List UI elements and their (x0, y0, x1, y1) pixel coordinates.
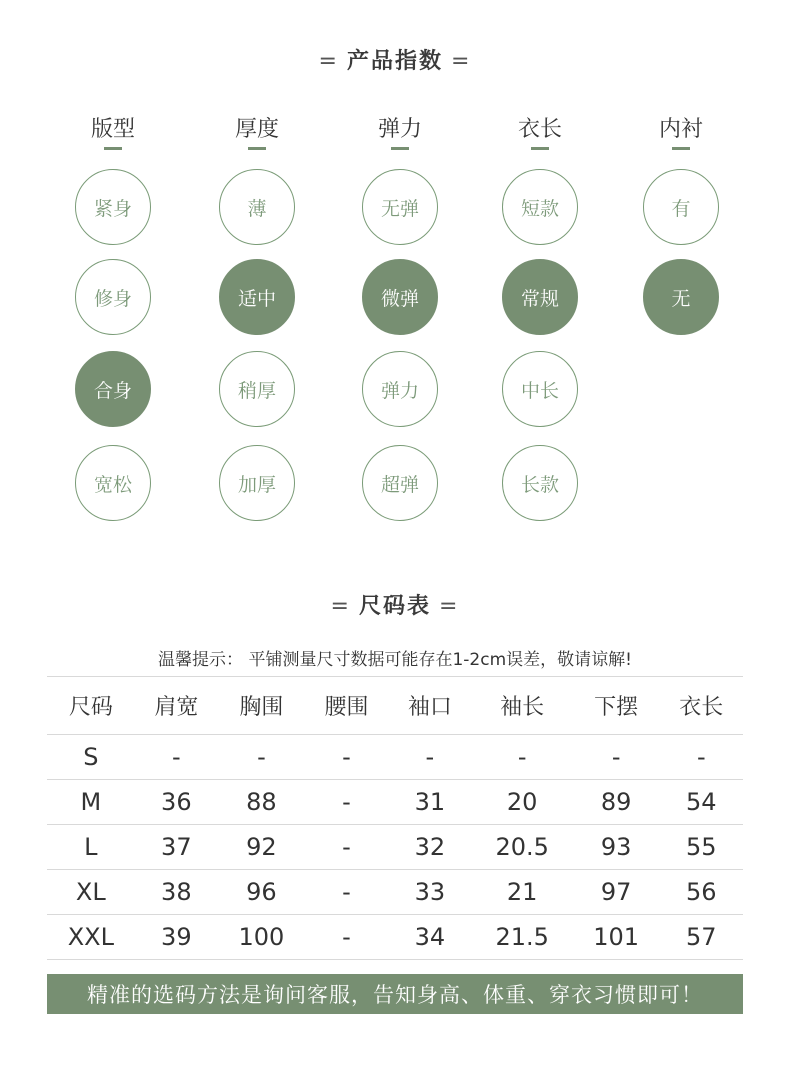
product-index-title (0, 44, 790, 75)
size-value-cell: - (305, 825, 388, 870)
size-value-cell: 93 (573, 825, 660, 870)
size-table-body (47, 735, 743, 960)
size-table-header-cell: 袖口 (388, 677, 471, 735)
size-value-cell: 96 (218, 870, 305, 915)
size-table-header-cell: 肩宽 (135, 677, 218, 735)
index-option: 弹力 (362, 351, 438, 427)
title-eq-right: = (451, 49, 472, 74)
size-value-cell: 20.5 (472, 825, 573, 870)
size-value-cell: 55 (660, 825, 743, 870)
index-column-header: 弹力 (377, 117, 422, 142)
index-column-underline (391, 147, 409, 150)
index-option: 稍厚 (219, 351, 295, 427)
size-label-cell: M (47, 780, 135, 825)
index-option: 长款 (502, 445, 578, 521)
size-chart-title (0, 589, 790, 620)
size-value-cell: 37 (135, 825, 218, 870)
index-column-underline (531, 147, 549, 150)
index-option-selected: 微弹 (362, 259, 438, 335)
size-value-cell: - (472, 735, 573, 780)
size-value-cell: - (135, 735, 218, 780)
size-value-cell: 20 (472, 780, 573, 825)
table-row (47, 735, 743, 780)
size-value-cell: 31 (388, 780, 471, 825)
index-option-selected: 无 (643, 259, 719, 335)
size-value-cell: 88 (218, 780, 305, 825)
size-value-cell: - (305, 915, 388, 960)
size-value-cell: - (573, 735, 660, 780)
size-value-cell: 36 (135, 780, 218, 825)
index-option: 无弹 (362, 169, 438, 245)
index-column-header: 内衬 (658, 117, 703, 142)
footer-text: 精准的选码方法是询问客服，告知身高、体重、穿衣习惯即可！ (87, 983, 703, 1007)
measurement-notice: 温馨提示： 平铺测量尺寸数据可能存在1-2cm误差，敬请谅解! (158, 650, 632, 670)
index-option-selected: 适中 (219, 259, 295, 335)
index-option: 加厚 (219, 445, 295, 521)
size-value-cell: 101 (573, 915, 660, 960)
size-label-cell: XXL (47, 915, 135, 960)
size-value-cell: 38 (135, 870, 218, 915)
size-value-cell: 54 (660, 780, 743, 825)
size-value-cell: 34 (388, 915, 471, 960)
size-value-cell: - (660, 735, 743, 780)
size-value-cell: - (305, 780, 388, 825)
index-option-selected: 合身 (75, 351, 151, 427)
size-table (47, 676, 743, 960)
size-value-cell: - (305, 735, 388, 780)
product-index-title-text: 产品指数 (346, 49, 443, 74)
index-option: 薄 (219, 169, 295, 245)
index-column-header: 厚度 (234, 117, 279, 142)
size-table-header-cell: 袖长 (472, 677, 573, 735)
index-option: 短款 (502, 169, 578, 245)
size-value-cell: 92 (218, 825, 305, 870)
table-row (47, 825, 743, 870)
size-value-cell: 33 (388, 870, 471, 915)
title-eq-left: = (318, 49, 339, 74)
index-column-underline (672, 147, 690, 150)
index-option-selected: 常规 (502, 259, 578, 335)
size-label-cell: S (47, 735, 135, 780)
size-label-cell: L (47, 825, 135, 870)
title-eq-left: = (330, 594, 351, 619)
index-option: 超弹 (362, 445, 438, 521)
index-option: 有 (643, 169, 719, 245)
index-column-underline (104, 147, 122, 150)
index-option: 宽松 (75, 445, 151, 521)
size-value-cell: - (305, 870, 388, 915)
index-option: 中长 (502, 351, 578, 427)
size-value-cell: 56 (660, 870, 743, 915)
index-column-header: 衣长 (517, 117, 562, 142)
size-value-cell: 97 (573, 870, 660, 915)
index-option: 紧身 (75, 169, 151, 245)
index-column-underline (248, 147, 266, 150)
size-table-header-cell: 衣长 (660, 677, 743, 735)
size-value-cell: 21 (472, 870, 573, 915)
table-row (47, 780, 743, 825)
size-table-header-cell: 腰围 (305, 677, 388, 735)
size-value-cell: 89 (573, 780, 660, 825)
table-row (47, 915, 743, 960)
index-column-header: 版型 (90, 117, 135, 142)
table-row (47, 870, 743, 915)
size-table-header-row (47, 677, 743, 735)
size-value-cell: 57 (660, 915, 743, 960)
index-option: 修身 (75, 259, 151, 335)
size-value-cell: 100 (218, 915, 305, 960)
size-value-cell: 32 (388, 825, 471, 870)
size-label-cell: XL (47, 870, 135, 915)
size-chart-title-text: 尺码表 (358, 594, 431, 619)
footer-banner (47, 974, 743, 1014)
title-eq-right: = (439, 594, 460, 619)
size-table-header-cell: 尺码 (47, 677, 135, 735)
size-value-cell: - (218, 735, 305, 780)
size-value-cell: 39 (135, 915, 218, 960)
size-table-header-cell: 下摆 (573, 677, 660, 735)
size-value-cell: - (388, 735, 471, 780)
size-table-header-cell: 胸围 (218, 677, 305, 735)
size-value-cell: 21.5 (472, 915, 573, 960)
